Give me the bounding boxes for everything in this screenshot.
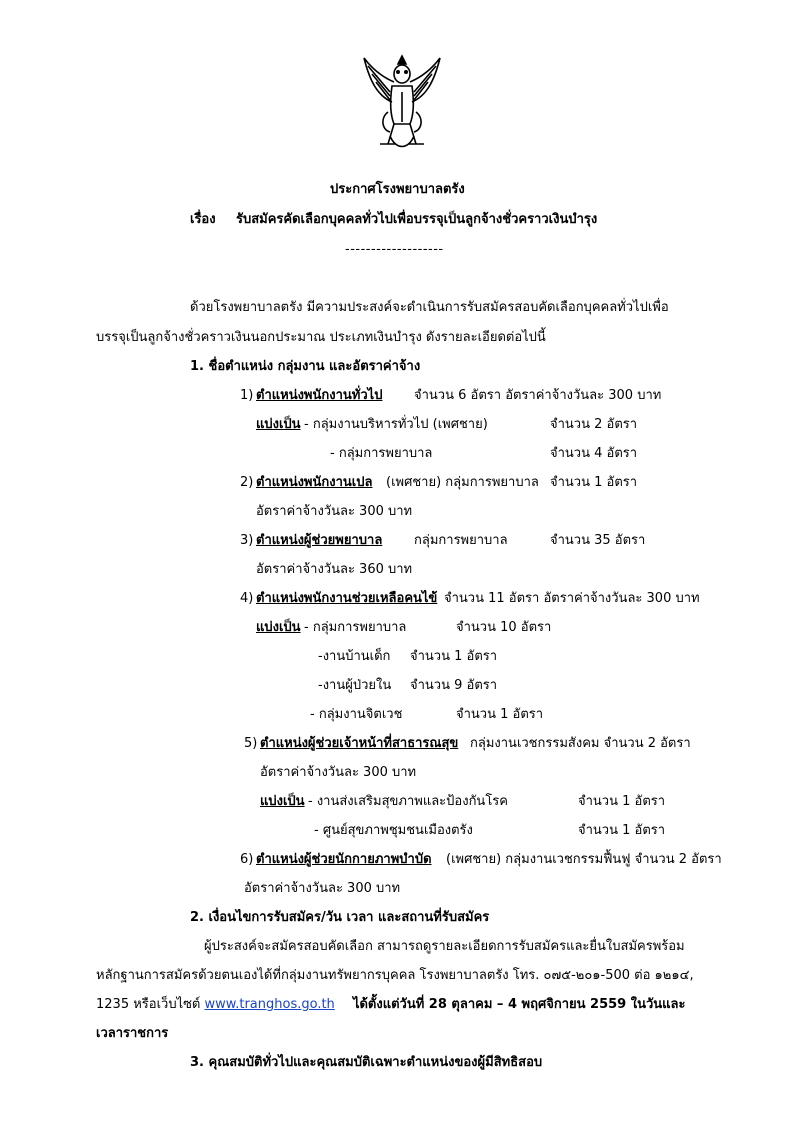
position-3-title: ตำแหน่งผู้ช่วยพยาบาล [256, 533, 383, 548]
position-4-title: ตำแหน่งพนักงานช่วยเหลือคนไข้ [256, 591, 438, 606]
position-2-wage: อัตราค่าจ้างวันละ 300 บาท [256, 504, 413, 519]
position-4-subgroup-b-count: จำนวน 9 อัตรา [410, 678, 498, 693]
position-3-count: จำนวน 35 อัตรา [550, 533, 646, 548]
position-4-group-1: - กลุ่มการพยาบาล [304, 620, 407, 635]
section-1-heading: 1. ชื่อตำแหน่ง กลุ่มงาน และอัตราค่าจ้าง [190, 359, 421, 374]
intro-line-1: ด้วยโรงพยาบาลตรัง มีความประสงค์จะดำเนินการรับสมัครสอบคัดเลือกบุคคลทั่วไปเพื่อ [190, 300, 669, 315]
position-1-number: 1) [240, 388, 254, 403]
position-3-details: กลุ่มการพยาบาล [414, 533, 508, 548]
position-2-details: (เพศชาย) กลุ่มการพยาบาล [386, 475, 539, 490]
position-5-group-1: - งานส่งเสริมสุขภาพและป้องกันโรค [308, 794, 508, 809]
position-5-group-2: - ศูนย์สุขภาพชุมชนเมืองตรัง [314, 823, 473, 838]
position-2-title: ตำแหน่งพนักงานเปล [256, 475, 373, 490]
position-4-subgroup-a-count: จำนวน 1 อัตรา [410, 649, 498, 664]
position-1-details: จำนวน 6 อัตรา อัตราค่าจ้างวันละ 300 บาท [414, 388, 662, 403]
website-link[interactable]: www.tranghos.go.th [204, 997, 335, 1012]
section-2-line-3-start: 1235 หรือเว็บไซต์ [96, 997, 205, 1012]
position-6-title: ตำแหน่งผู้ช่วยนักกายภาพบำบัด [256, 852, 432, 867]
position-4-split-label: แบ่งเป็น [256, 620, 301, 635]
position-3-wage: อัตราค่าจ้างวันละ 360 บาท [256, 562, 413, 577]
section-2-line-4: เวลาราชการ [96, 1026, 169, 1041]
position-1-group-1-count: จำนวน 2 อัตรา [550, 417, 638, 432]
section-2-line-3 [96, 996, 686, 1014]
section-2-heading: 2. เงื่อนไขการรับสมัคร/วัน เวลา และสถานที่รับสมัคร [190, 910, 490, 925]
position-6-wage: อัตราค่าจ้างวันละ 300 บาท [244, 881, 401, 896]
position-2-number: 2) [240, 475, 254, 490]
position-5-title: ตำแหน่งผู้ช่วยเจ้าหน้าที่สาธารณสุข [260, 736, 459, 751]
intro-line-2: บรรจุเป็นลูกจ้างชั่วคราวเงินนอกประมาณ ประเภทเงินบำรุง ดังรายละเอียดต่อไปนี้ [96, 330, 546, 345]
section-3-heading: 3. คุณสมบัติทั่วไปและคุณสมบัติเฉพาะตำแหน่งของผู้มีสิทธิสอบ [190, 1055, 543, 1070]
position-4-details: จำนวน 11 อัตรา อัตราค่าจ้างวันละ 300 บาท [444, 591, 700, 606]
announcement-title: ประกาศโรงพยาบาลตรัง [330, 182, 465, 197]
position-1-group-1: - กลุ่มงานบริหารทั่วไป (เพศชาย) [304, 417, 488, 432]
position-1-title: ตำแหน่งพนักงานทั่วไป [256, 388, 383, 403]
section-2-line-1: ผู้ประสงค์จะสมัครสอบคัดเลือก สามารถดูรายละเอียดการรับสมัครและยื่นใบสมัครพร้อม [204, 939, 685, 954]
position-6-details: (เพศชาย) กลุ่มงานเวชกรรมฟื้นฟู จำนวน 2 อัตรา [446, 852, 722, 867]
position-2-count: จำนวน 1 อัตรา [550, 475, 638, 490]
subject-text: รับสมัครคัดเลือกบุคคลทั่วไปเพื่อบรรจุเป็นลูกจ้างชั่วคราวเงินบำรุง [236, 212, 598, 227]
position-4-group-2-count: จำนวน 1 อัตรา [456, 707, 544, 722]
position-5-wage: อัตราค่าจ้างวันละ 300 บาท [260, 765, 417, 780]
position-4-group-1-count: จำนวน 10 อัตรา [456, 620, 552, 635]
position-1-group-2-count: จำนวน 4 อัตรา [550, 446, 638, 461]
garuda-emblem-icon [360, 52, 444, 156]
title-rule: ------------------- [345, 242, 444, 257]
position-5-number: 5) [244, 736, 258, 751]
position-4-number: 4) [240, 591, 254, 606]
position-4-subgroup-a: -งานบ้านเด็ก [318, 649, 391, 664]
position-5-split-label: แบ่งเป็น [260, 794, 305, 809]
position-5-group-1-count: จำนวน 1 อัตรา [578, 794, 666, 809]
subject-label: เรื่อง [190, 212, 216, 227]
position-4-subgroup-b: -งานผู้ป่วยใน [318, 678, 392, 693]
position-5-details: กลุ่มงานเวชกรรมสังคม จำนวน 2 อัตรา [470, 736, 691, 751]
position-1-group-2: - กลุ่มการพยาบาล [330, 446, 433, 461]
application-period: ได้ตั้งแต่วันที่ 28 ตุลาคม – 4 พฤศจิกายน 2559 ในวันและ [352, 997, 686, 1012]
position-6-number: 6) [240, 852, 254, 867]
position-4-group-2: - กลุ่มงานจิตเวช [310, 707, 403, 722]
position-3-number: 3) [240, 533, 254, 548]
position-5-group-2-count: จำนวน 1 อัตรา [578, 823, 666, 838]
section-2-line-2: หลักฐานการสมัครด้วยตนเองได้ที่กลุ่มงานทรัพยากรบุคคล โรงพยาบาลตรัง โทร. ๐๗๕-๒๐๑-500 ต่อ ๑๒๑๔, [96, 968, 694, 983]
position-1-split-label: แบ่งเป็น [256, 417, 301, 432]
